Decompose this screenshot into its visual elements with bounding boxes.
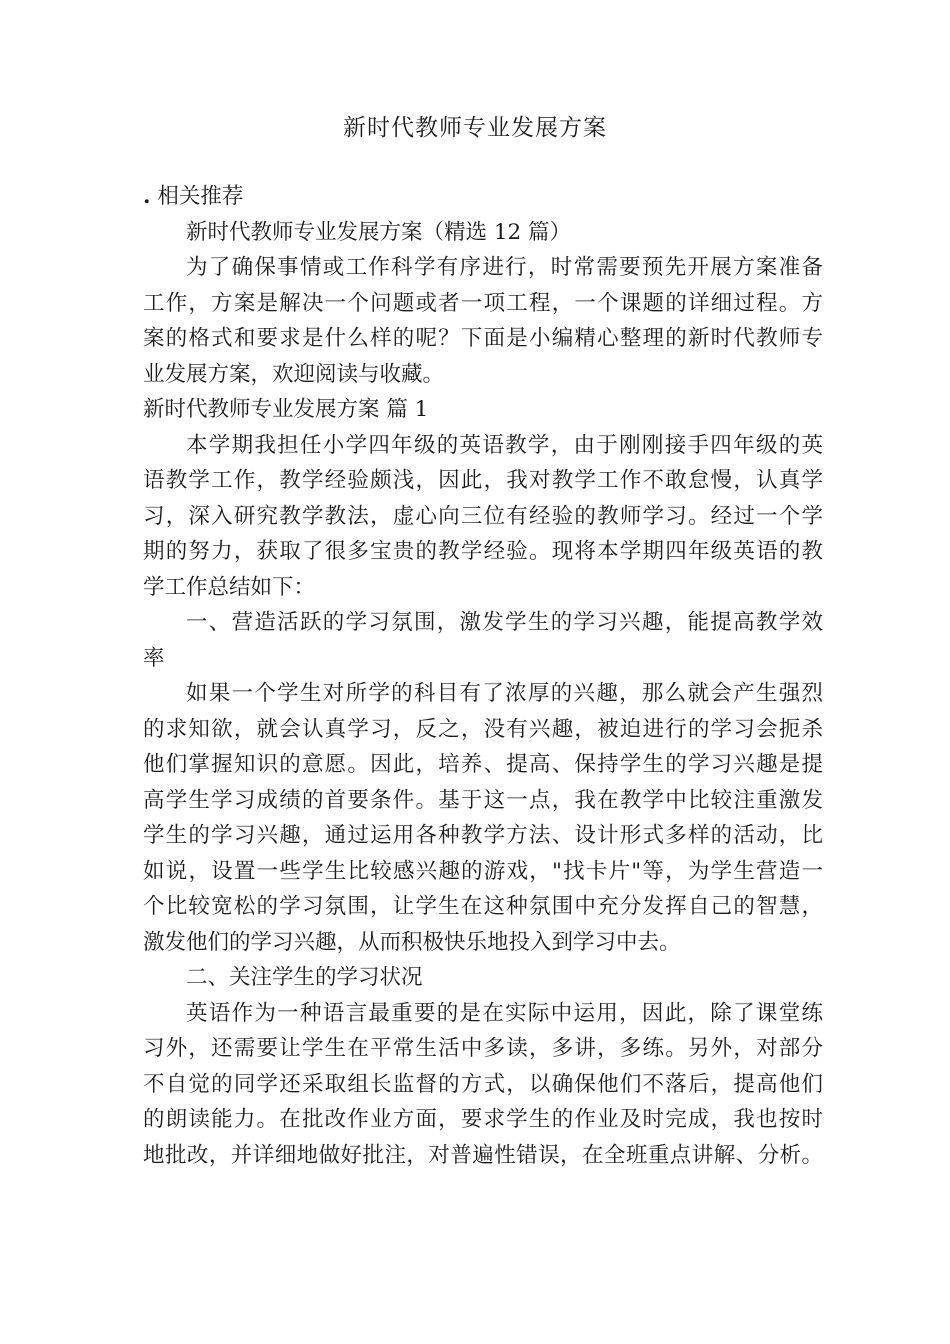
paragraph2-line: 个比较宽松的学习氛围，让学生在这种氛围中充分发挥自己的智慧，: [143, 894, 823, 919]
paragraph1-line: 习，深入研究教学教法，虚心向三位有经验的教师学习。经过一个学: [143, 503, 823, 529]
paragraph2-line: 高学生学习成绩的首要条件。基于这一点，我在教学中比较注重激发: [143, 787, 823, 813]
paragraph3-line: 的朗读能力。在批改作业方面，要求学生的作业及时完成，我也按时: [143, 1107, 823, 1132]
paragraph1-line: 语教学工作，教学经验颇浅，因此，我对教学工作不敢怠慢，认真学: [143, 468, 823, 493]
related-subtitle: 新时代教师专业发展方案（精选 12 篇）: [186, 219, 572, 245]
paragraph3-line: 不自觉的同学还采取组长监督的方式，以确保他们不落后，提高他们: [143, 1071, 823, 1097]
related-bullet: .: [143, 184, 151, 209]
intro-line: 工作，方案是解决一个问题或者一项工程，一个课题的详细过程。方: [143, 290, 823, 316]
section2-heading: 二、关注学生的学习状况: [186, 965, 423, 990]
chapter-heading: 新时代教师专业发展方案 篇 1: [143, 397, 429, 422]
paragraph3-line: 地批改，并详细地做好批注，对普遍性错误，在全班重点讲解、分析。: [143, 1142, 823, 1168]
paragraph2-line: 激发他们的学习兴趣，从而积极快乐地投入到学习中去。: [143, 929, 681, 955]
document-body: [143, 179, 823, 1173]
paragraph3-line: 习外，还需要让学生在平常生活中多读，多讲，多练。另外，对部分: [143, 1036, 823, 1061]
paragraph2-line: 学生的学习兴趣，通过运用各种教学方法、设计形式多样的活动，比: [143, 823, 823, 848]
document-title: 新时代教师专业发展方案: [343, 115, 607, 141]
intro-line: 案的格式和要求是什么样的呢？下面是小编精心整理的新时代教师专: [143, 326, 823, 351]
paragraph2-line: 如说，设置一些学生比较感兴趣的游戏，"找卡片"等，为学生营造一: [143, 858, 823, 884]
related-label: 相关推荐: [157, 184, 244, 209]
section1-heading-line: 率: [143, 645, 165, 671]
paragraph3-line: 英语作为一种语言最重要的是在实际中运用，因此，除了课堂练: [186, 1000, 823, 1026]
intro-line: 业发展方案，欢迎阅读与收藏。: [143, 361, 445, 387]
paragraph2-line: 的求知欲，就会认真学习，反之，没有兴趣，被迫进行的学习会扼杀: [143, 716, 823, 742]
related-heading: [143, 179, 823, 215]
paragraph2-line: 如果一个学生对所学的科目有了浓厚的兴趣，那么就会产生强烈: [186, 681, 823, 706]
paragraph1-line: 本学期我担任小学四年级的英语教学，由于刚刚接手四年级的英: [186, 432, 823, 458]
paragraph2-line: 他们掌握知识的意愿。因此，培养、提高、保持学生的学习兴趣是提: [143, 752, 823, 777]
intro-line: 为了确保事情或工作科学有序进行，时常需要预先开展方案准备: [186, 255, 823, 280]
section1-heading-line: 一、营造活跃的学习氛围，激发学生的学习兴趣，能提高教学效: [186, 610, 823, 635]
paragraph1-line: 学工作总结如下：: [143, 574, 316, 600]
paragraph1-line: 期的努力，获取了很多宝贵的教学经验。现将本学期四年级英语的教: [143, 539, 823, 564]
